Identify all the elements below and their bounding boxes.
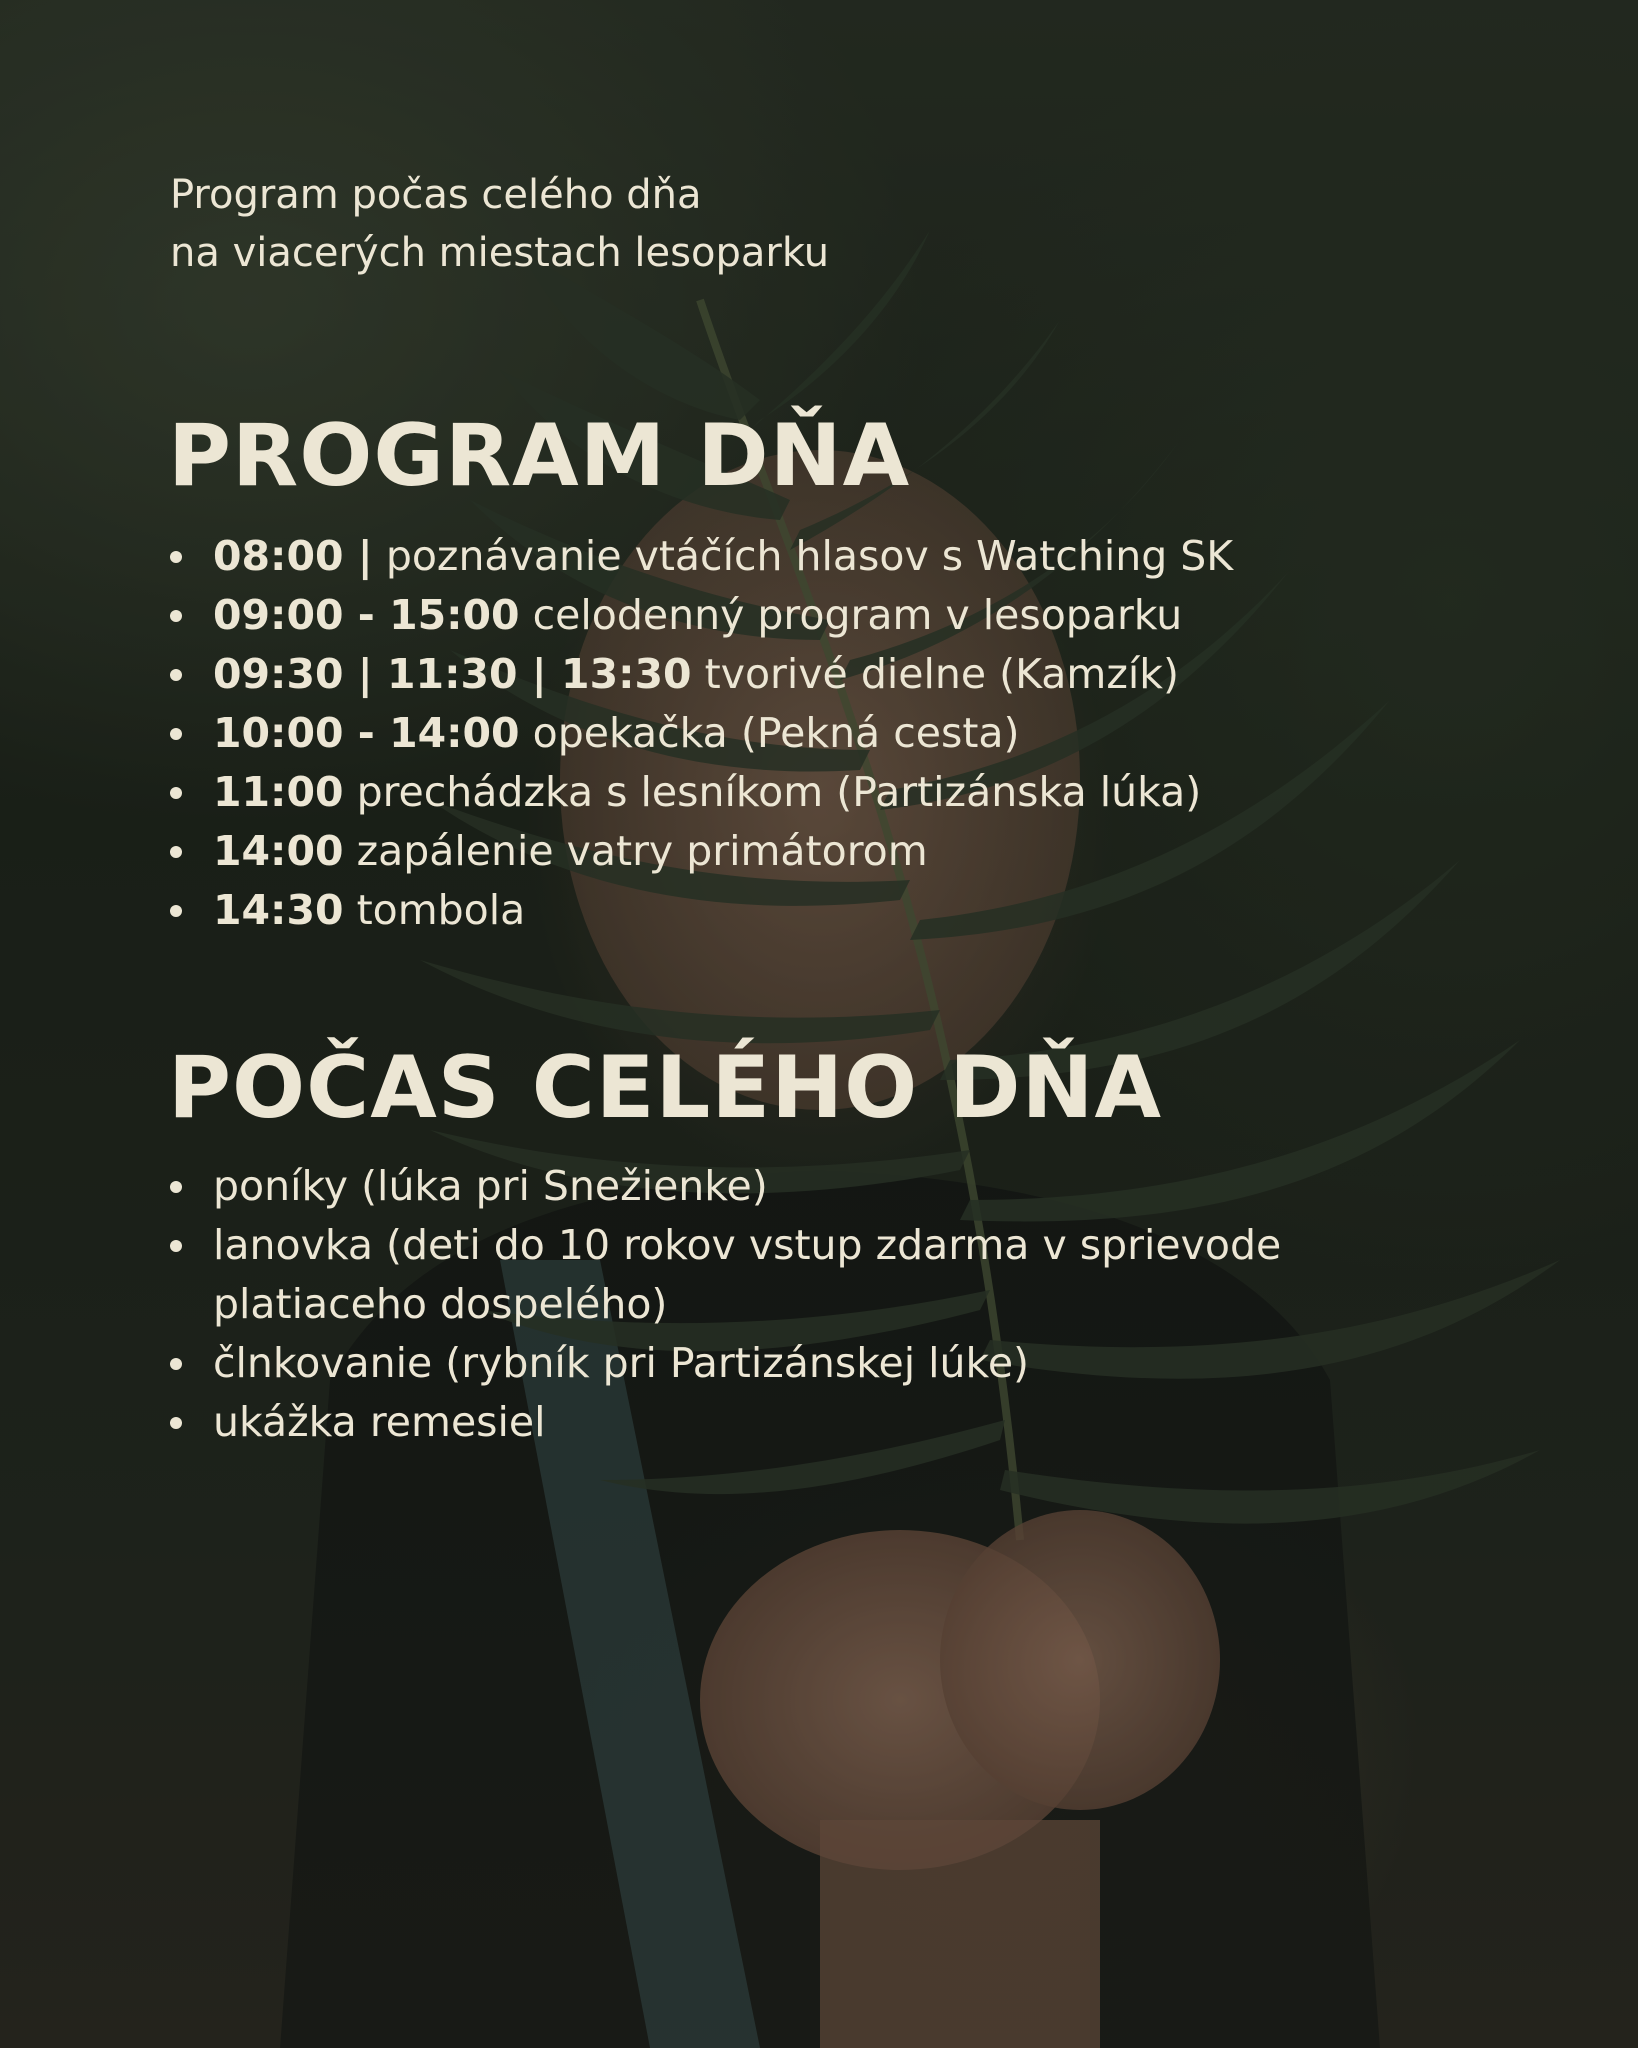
list-item <box>168 822 1368 881</box>
program-text: prechádzka s lesníkom (Partizánska lúka) <box>356 768 1202 816</box>
list-item <box>168 645 1368 704</box>
allday-list <box>168 1157 1368 1452</box>
list-item <box>168 1393 1368 1452</box>
program-time: 10:00 - 14:00 <box>213 709 520 757</box>
list-item <box>168 881 1368 940</box>
program-heading: PROGRAM DŇA <box>168 406 911 506</box>
program-text: tombola <box>356 886 526 934</box>
intro-line-2: na viacerých miestach lesoparku <box>170 230 830 276</box>
list-item <box>168 763 1368 822</box>
allday-text: lanovka (deti do 10 rokov vstup zdarma v sprievode platiaceho dospelého) <box>213 1221 1282 1328</box>
program-text: tvorivé dielne (Kamzík) <box>704 650 1179 698</box>
program-text: poznávanie vtáčích hlasov s Watching SK <box>385 532 1234 580</box>
intro-text <box>170 166 1170 282</box>
program-time: 11:00 <box>213 768 344 816</box>
list-item <box>168 1334 1368 1393</box>
program-time: 08:00 | <box>213 532 373 580</box>
list-item <box>168 704 1368 763</box>
program-list <box>168 527 1368 940</box>
program-text: zapálenie vatry primátorom <box>356 827 928 875</box>
allday-text: člnkovanie (rybník pri Partizánskej lúke) <box>213 1339 1030 1387</box>
program-time: 09:30 | 11:30 | 13:30 <box>213 650 692 698</box>
program-time: 09:00 - 15:00 <box>213 591 520 639</box>
program-time: 14:30 <box>213 886 344 934</box>
allday-heading: POČAS CELÉHO DŇA <box>168 1038 1163 1138</box>
allday-text: poníky (lúka pri Snežienke) <box>213 1162 768 1210</box>
allday-text: ukážka remesiel <box>213 1398 546 1446</box>
program-time: 14:00 <box>213 827 344 875</box>
list-item <box>168 527 1368 586</box>
list-item <box>168 586 1368 645</box>
program-text: celodenný program v lesoparku <box>532 591 1183 639</box>
program-text: opekačka (Pekná cesta) <box>532 709 1020 757</box>
list-item <box>168 1157 1368 1216</box>
intro-line-1: Program počas celého dňa <box>170 172 702 218</box>
list-item <box>168 1216 1343 1334</box>
